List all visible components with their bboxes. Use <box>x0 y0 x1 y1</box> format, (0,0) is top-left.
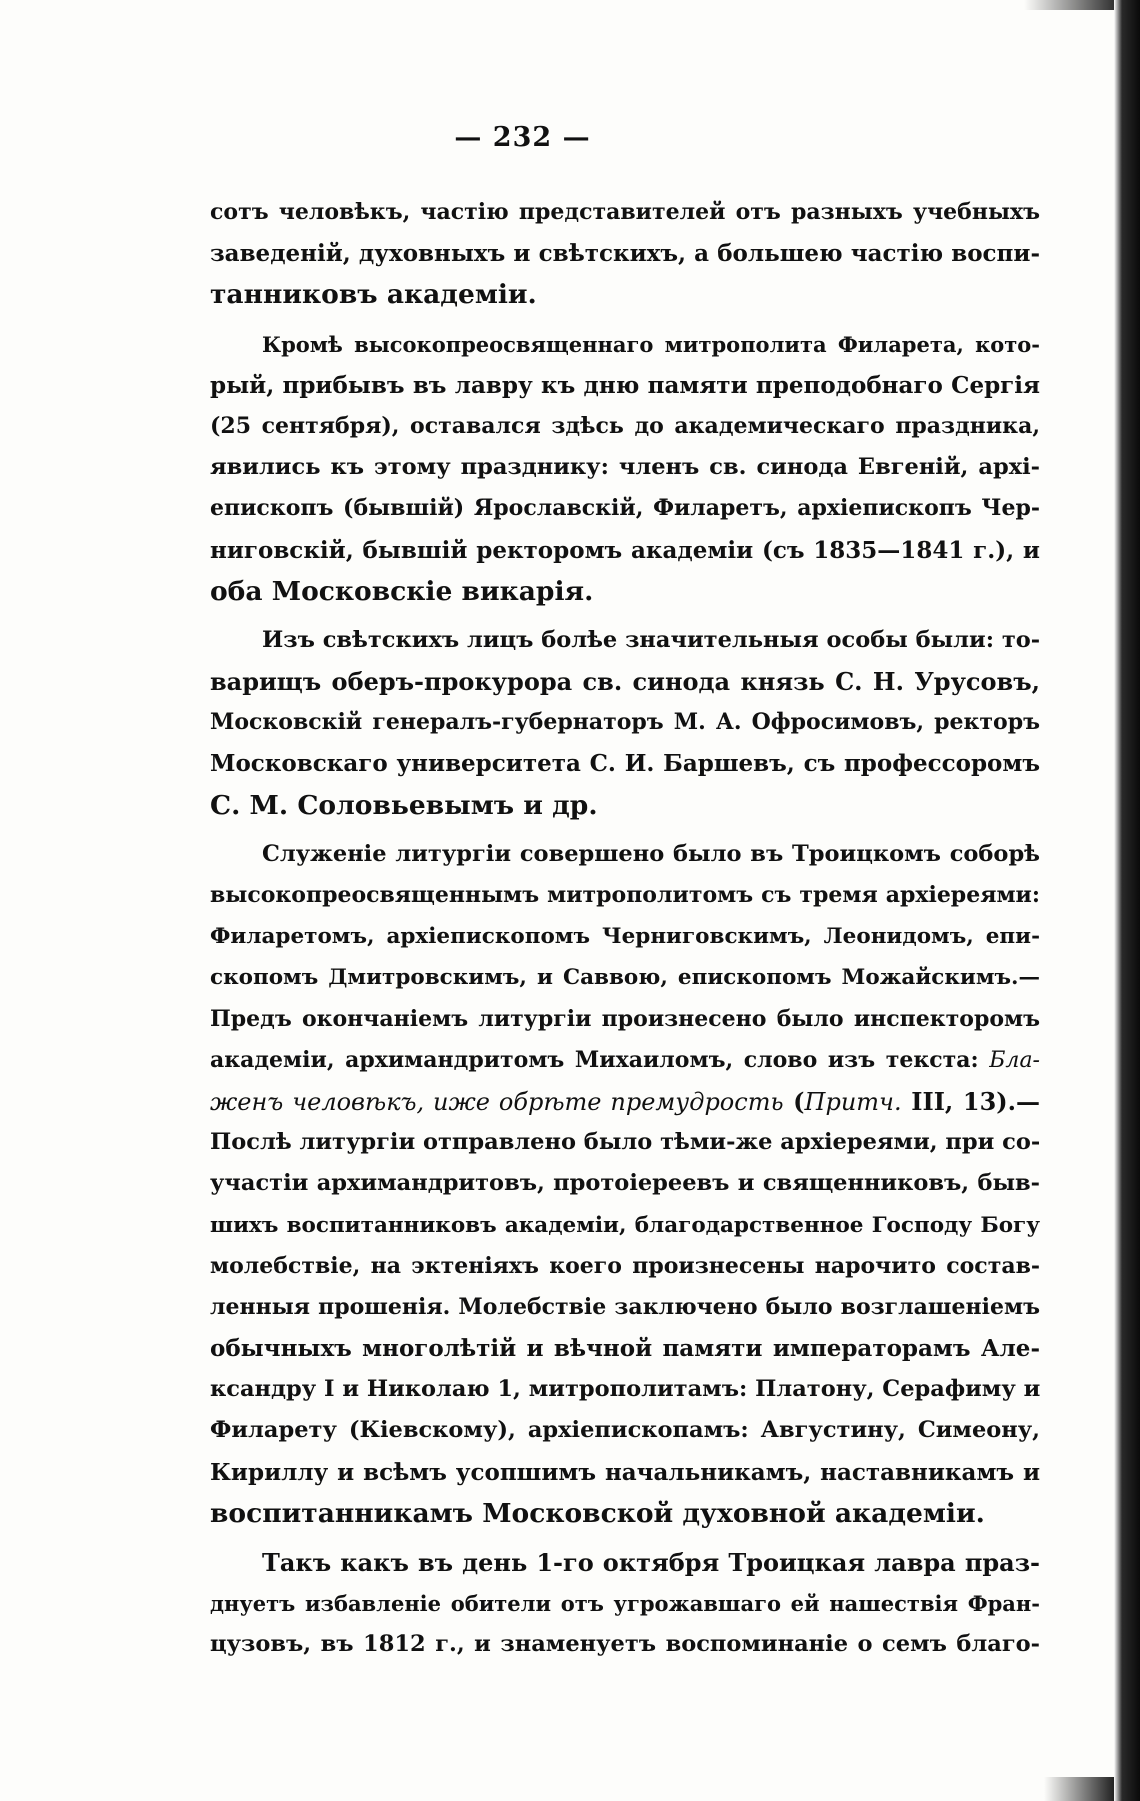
text-line: рый, прибывъ въ лавру къ дню памяти преподобнаго Сергія <box>210 371 1040 399</box>
text-line: Кириллу и всѣмъ усопшимъ начальникамъ, наставникамъ и <box>210 1458 1040 1486</box>
text-line: высокопреосвященнымъ митрополитомъ съ тремя архіереями: <box>210 882 1040 908</box>
scan-top-smudge <box>1024 0 1114 10</box>
paragraph-first-line: Кромѣ высокопреосвященнаго митрополита Филарета, кото- <box>262 331 1040 357</box>
text-line: заведеній, духовныхъ и свѣтскихъ, а большею частію воспи- <box>210 240 1040 268</box>
text-line: ниговскій, бывшій ректоромъ академіи (съ 1835—1841 г.), и <box>210 536 1040 564</box>
text-line: обычныхъ многолѣтій и вѣчной памяти императорамъ Але- <box>210 1335 1040 1363</box>
text-line: танниковъ академіи. <box>210 279 537 311</box>
text-line: ксандру I и Николаю 1, митрополитамъ: Платону, Серафиму и <box>210 1376 1040 1403</box>
text-line: явились къ этому празднику: членъ св. синода Евгеній, архі- <box>210 454 1040 481</box>
text-line: варищъ оберъ-прокурора св. синода князь С. Н. Урусовъ, <box>210 667 1040 697</box>
text-line: Филарету (Кіевскому), архіепископамъ: Августину, Симеону, <box>210 1417 1040 1444</box>
scan-bottom-smudge <box>1044 1777 1114 1801</box>
italic-quote: Бла- <box>989 1047 1040 1073</box>
text-segment: ( <box>793 1086 805 1116</box>
text-line: скопомъ Дмитровскимъ, и Саввою, епископомъ Можайскимъ.— <box>210 965 1040 991</box>
scan-edge-shadow <box>1114 0 1140 1801</box>
text-line-mixed <box>210 1040 1040 1081</box>
text-line: воспитанникамъ Московской духовной академіи. <box>210 1497 985 1529</box>
text-line: Московскаго университета С. И. Баршевъ, съ профессоромъ <box>210 750 1040 778</box>
italic-quote: женъ человѣкъ, иже обрѣте премудрость <box>210 1087 784 1116</box>
text-line: молебствіе, на эктеніяхъ коего произнесены нарочито состав- <box>210 1252 1040 1279</box>
paragraph-first-line: Изъ свѣтскихъ лицъ болѣе значительныя особы были: то- <box>262 626 1040 653</box>
text-line: цузовъ, въ 1812 г., и знаменуетъ воспоминаніе о семъ благо- <box>210 1631 1040 1658</box>
text-line: С. М. Соловьевымъ и др. <box>210 789 598 821</box>
text-line-mixed <box>210 1081 1040 1122</box>
page-number: — 232 — <box>454 122 591 153</box>
body-text <box>210 192 1040 1666</box>
text-line: ленныя прошенія. Молебствіе заключено было возглашеніемъ <box>210 1293 1040 1320</box>
text-line: Предъ окончаніемъ литургіи произнесено было инспекторомъ <box>210 1005 1040 1032</box>
text-line: Послѣ литургіи отправлено было тѣми-же архіереями, при со- <box>210 1129 1040 1156</box>
text-line: (25 сентября), оставался здѣсь до академическаго праздника, <box>210 412 1040 439</box>
paragraph-first-line: Такъ какъ въ день 1-го октября Троицкая лавра праз- <box>262 1548 1040 1577</box>
text-line: Московскій генералъ-губернаторъ М. А. Офросимовъ, ректоръ <box>210 709 1040 736</box>
text-line: оба Московскіе викарія. <box>210 575 594 607</box>
text-line: сотъ человѣкъ, частію представителей отъ разныхъ учебныхъ <box>210 199 1040 225</box>
italic-citation: Притч. <box>804 1087 902 1116</box>
paragraph-first-line: Служеніе литургіи совершено было въ Троицкомъ соборѣ <box>262 840 1040 867</box>
text-line: шихъ воспитанниковъ академіи, благодарственное Господу Богу <box>210 1212 1040 1238</box>
text-segment: академіи, архимандритомъ Михаиломъ, слово изъ текста: <box>210 1046 979 1073</box>
text-line: епископъ (бывшій) Ярославскій, Филаретъ, архіепископъ Чер- <box>210 495 1040 522</box>
text-line: Филаретомъ, архіепископомъ Черниговскимъ, Леонидомъ, епи- <box>210 924 1040 950</box>
text-line: участіи архимандритовъ, протоіереевъ и священниковъ, быв- <box>210 1170 1040 1197</box>
text-line: днуетъ избавленіе обители отъ угрожавшаго ей нашествія Фран- <box>210 1591 1040 1617</box>
text-segment: III, 13).— <box>911 1086 1040 1116</box>
